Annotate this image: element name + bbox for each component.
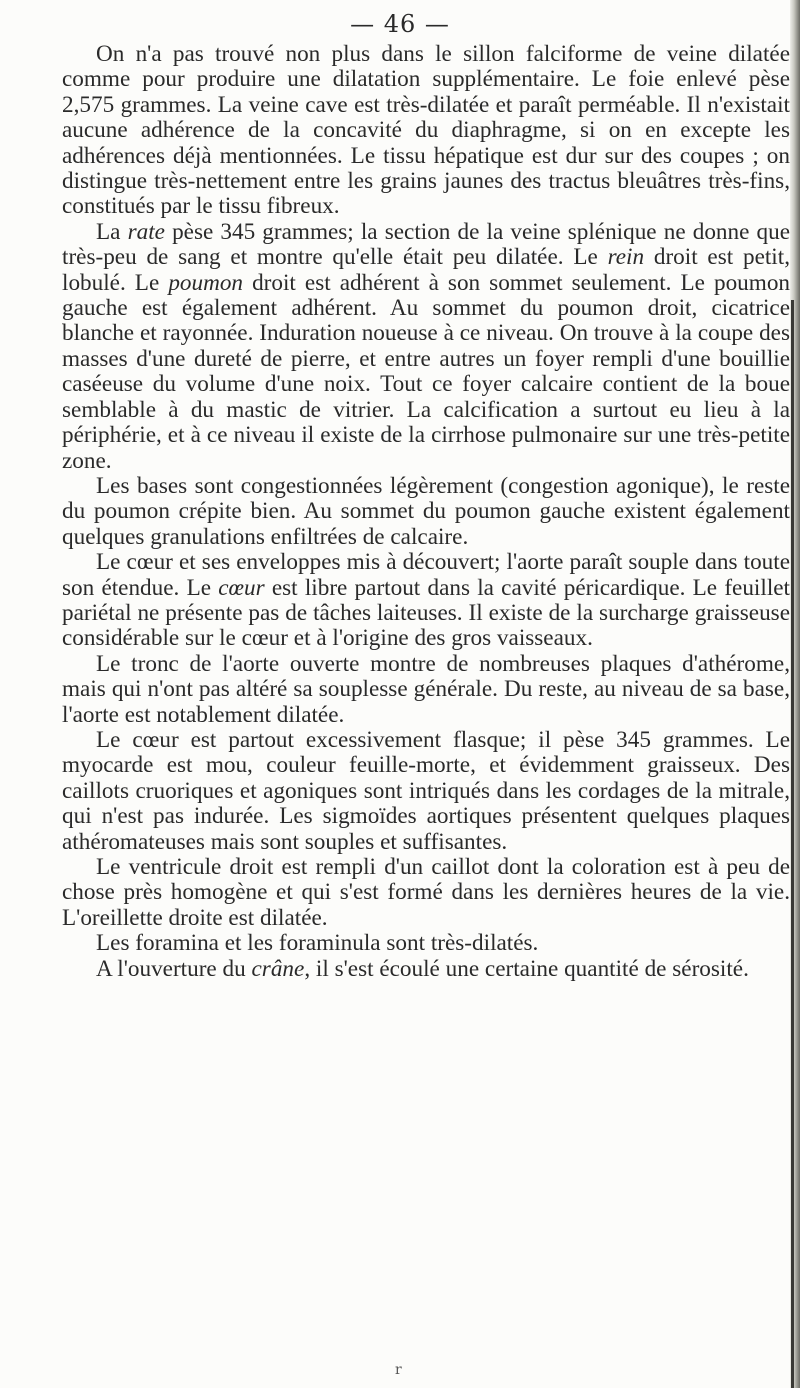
text-run: A l'ouverture du [96, 955, 252, 982]
paragraph-sillon-foie: On n'a pas trouvé non plus dans le sillon falciforme de veine dilatée comme pour produire une dilatation supplémentaire. Le foie enlevé pèse 2,575 grammes. La veine cave est très-dilatée et paraît perméable. Il n'existait aucune adhérence de la concavité du diaphragme, si on en excepte les adhérences déjà mentionnées. Le tissu hépatique est dur sur des coupes ; on distingue très-nettement entre les grains jaunes des tractus bleuâtres très-fins, constitués par le tissu fibreux. [62, 41, 790, 220]
paragraph-rate-rein-poumon [62, 220, 790, 474]
text-run: Le cœur et ses enveloppes mis à découvert; l'aorte paraît souple dans toute son étendue. Le [62, 549, 790, 601]
body-text [62, 42, 790, 982]
text-run: droit est adhérent à son sommet seulement. Le poumon gauche est également adhérent. Au sommet du poumon droit, cicatrice blanche et rayonnée. Induration noueuse à ce niveau. On trouve à la coupe des masses d'une dureté de pierre, et entre autres un foyer rempli d'une bouillie caséeuse du volume d'une noix. Tout ce foyer calcaire contient de la boue semblable à du mastic de vitrier. La calcification a surtout eu lieu à la périphérie, et à ce niveau il existe de la cirrhose pulmonaire sur une très-petite zone. [62, 269, 791, 474]
italic-term-coeur: cœur [218, 574, 265, 601]
paragraph-crane [62, 957, 790, 982]
italic-term-rate: rate [127, 218, 165, 245]
corner-mark: r [395, 1362, 402, 1378]
paragraph-coeur-enveloppes [62, 550, 790, 652]
italic-term-crane: crâne [251, 955, 305, 982]
paragraph-foramina: Les foramina et les foraminula sont très-dilatés. [96, 930, 539, 957]
book-binding-shadow [791, 300, 794, 1388]
text-run: est libre partout dans la cavité péricardique. Le feuillet pariétal ne présente pas de tâches laiteuses. Il existe de la surcharge graisseuse considérable sur le cœur et à l'origine des gros vaisseaux. [62, 574, 790, 652]
text-run: La [96, 218, 128, 245]
italic-term-poumon: poumon [168, 269, 244, 296]
paragraph-bases-congestion: Les bases sont congestionnées légèrement (congestion agonique), le reste du poumon crépite bien. Au sommet du poumon gauche existent également quelques granulations enfiltrées de calcaire. [62, 472, 790, 550]
paragraph-aorte: Le tronc de l'aorte ouverte montre de nombreuses plaques d'athérome, mais qui n'ont pas altéré sa souplesse générale. Du reste, au niveau de sa base, l'aorte est notablement dilatée. [62, 650, 790, 728]
text-run: pèse 345 grammes; la section de la veine splénique ne donne que très-peu de sang et montre qu'elle était peu dilatée. Le [62, 218, 791, 271]
text-run: , il s'est écoulé une certaine quantité de sérosité. [304, 955, 749, 982]
page-number: — 46 — [350, 10, 450, 38]
italic-term-rein: rein [607, 244, 645, 271]
text-run: droit est petit, lobulé. Le [62, 244, 790, 296]
paragraph-ventricule: Le ventricule droit est rempli d'un caillot dont la coloration est à peu de chose près homogène et qui s'est formé dans les dernières heures de la vie. L'oreillette droite est dilatée. [62, 854, 790, 931]
paragraph-coeur-flasque: Le cœur est partout excessivement flasque; il pèse 345 grammes. Le myocarde est mou, couleur feuille-morte, et évidemment graisseux. Des caillots cruoriques et agoniques sont intriqués dans les cordages de la mitrale, qui n'est pas indurée. Les sigmoïdes aortiques présentent quelques plaques athéromateuses mais sont souples et suffisantes. [62, 726, 790, 855]
